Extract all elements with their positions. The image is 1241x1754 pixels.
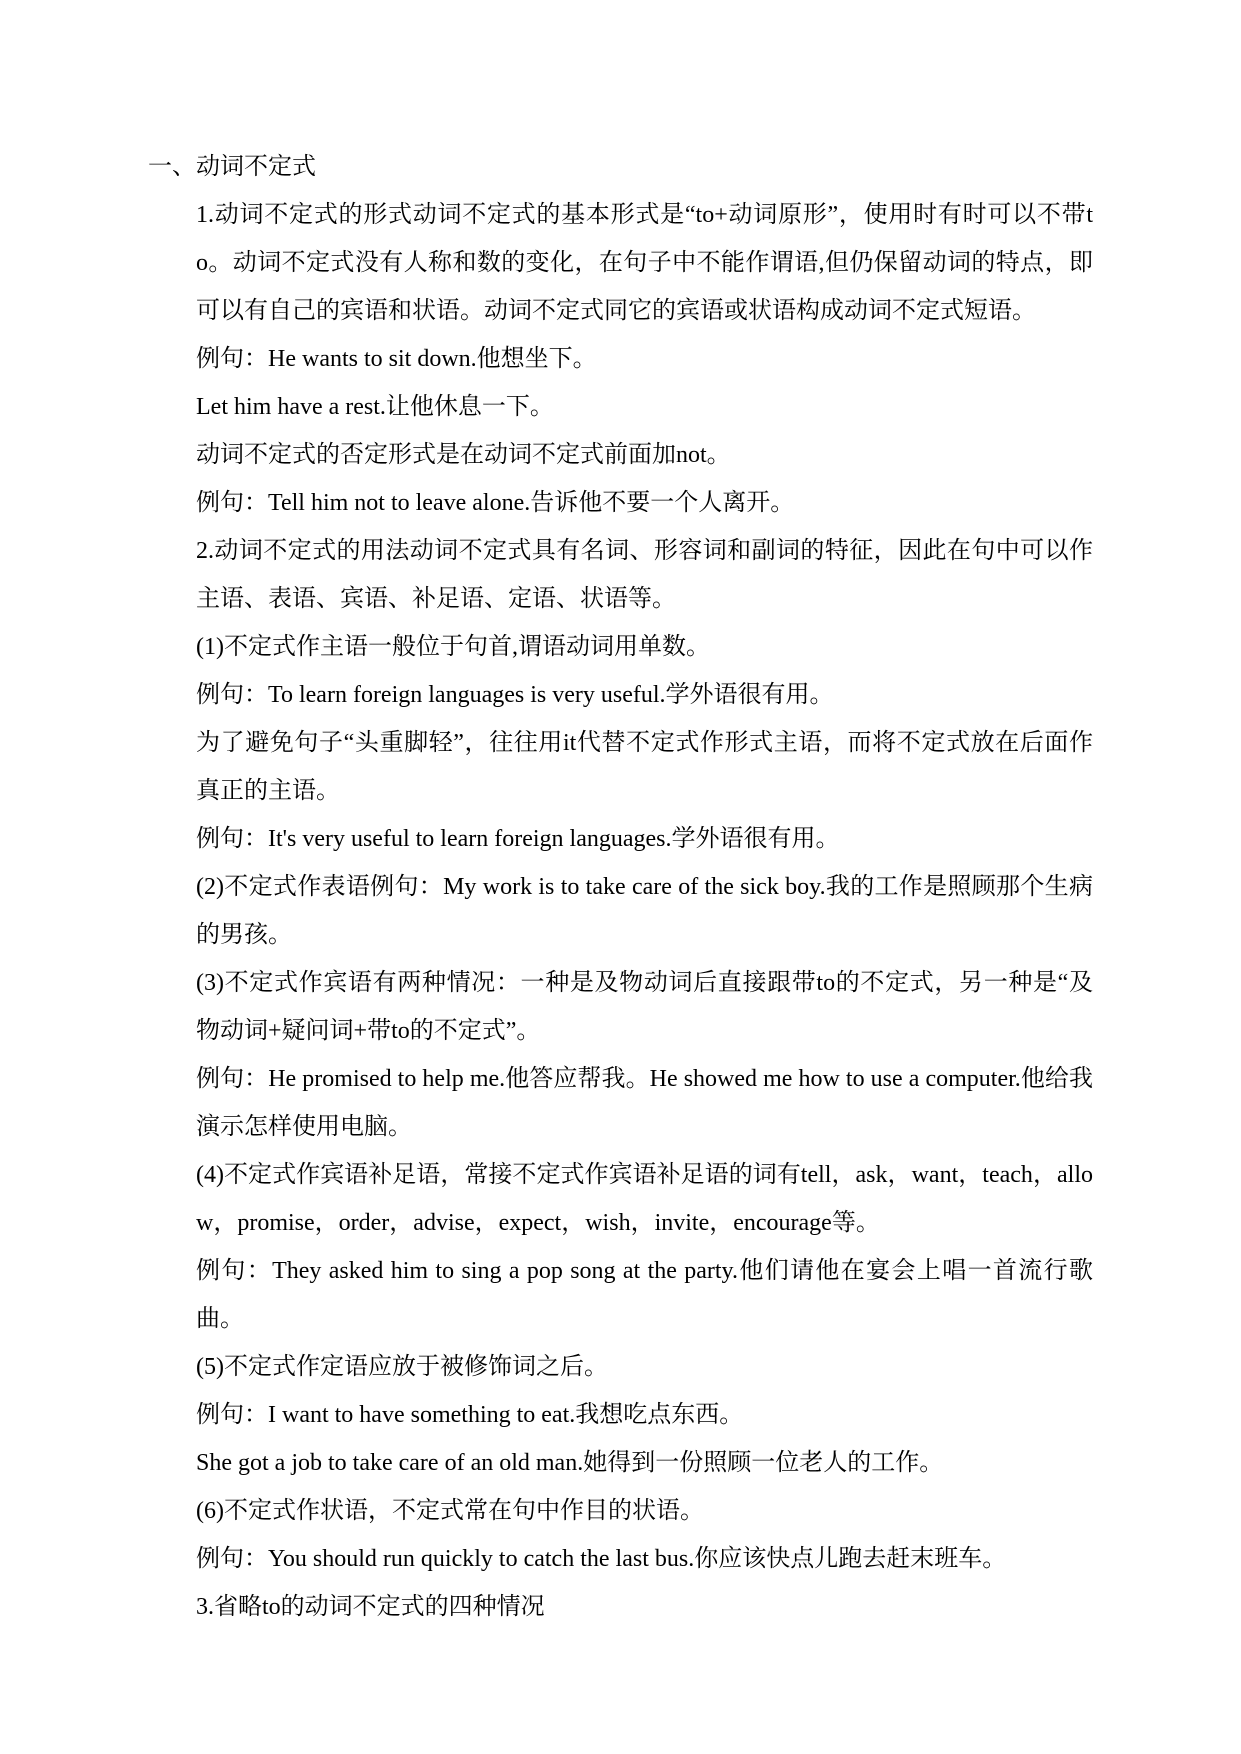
subsection-heading: 3.省略to的动词不定式的四种情况 xyxy=(196,1594,545,1620)
example-sentence: 例句：Tell him not to leave alone.告诉他不要一个人离开。 xyxy=(196,490,795,516)
paragraph-infinitive-form: 1.动词不定式的形式动词不定式的基本形式是“to+动词原形”，使用时有时可以不带to。动词不定式没有人称和数的变化，在句子中不能作谓语,但仍保留动词的特点，即可以有自己的宾语和状语。动词不定式同它的宾语或状语构成动词不定式短语。 xyxy=(196,202,1093,324)
paragraph-infinitive-usage: 2.动词不定式的用法动词不定式具有名词、形容词和副词的特征，因此在句中可以作主语、表语、宾语、补足语、定语、状语等。 xyxy=(196,538,1093,612)
example-sentence: 例句：He promised to help me.他答应帮我。He showed me how to use a computer.他给我演示怎样使用电脑。 xyxy=(196,1066,1093,1140)
document-body xyxy=(148,143,1093,1631)
example-sentence: 例句：I want to have something to eat.我想吃点东西。 xyxy=(196,1402,744,1428)
usage-object: (3)不定式作宾语有两种情况：一种是及物动词后直接跟带to的不定式，另一种是“及物动词+疑问词+带to的不定式”。 xyxy=(196,970,1093,1044)
example-sentence: She got a job to take care of an old man.她得到一份照顾一位老人的工作。 xyxy=(196,1450,944,1476)
example-sentence: 例句：You should run quickly to catch the last bus.你应该快点儿跑去赶末班车。 xyxy=(196,1546,1007,1572)
example-sentence: 例句：To learn foreign languages is very useful.学外语很有用。 xyxy=(196,682,834,708)
example-sentence: 例句：They asked him to sing a pop song at the party.他们请他在宴会上唱一首流行歌曲。 xyxy=(196,1258,1093,1332)
section-title: 一、动词不定式 xyxy=(148,154,316,180)
example-sentence: 例句：He wants to sit down.他想坐下。 xyxy=(196,346,597,372)
paragraph-negative-form: 动词不定式的否定形式是在动词不定式前面加not。 xyxy=(196,442,731,468)
usage-subject: (1)不定式作主语一般位于句首,谓语动词用单数。 xyxy=(196,634,710,660)
usage-object-complement: (4)不定式作宾语补足语，常接不定式作宾语补足语的词有tell，ask，want，teach，allow，promise，order，advise，expect，wish，invite，encourage等。 xyxy=(196,1162,1093,1236)
usage-predicative: (2)不定式作表语例句：My work is to take care of the sick boy.我的工作是照顾那个生病的男孩。 xyxy=(196,874,1093,948)
example-sentence: 例句：It's very useful to learn foreign languages.学外语很有用。 xyxy=(196,826,840,852)
paragraph-formal-subject: 为了避免句子“头重脚轻”，往往用it代替不定式作形式主语，而将不定式放在后面作真正的主语。 xyxy=(196,730,1093,804)
usage-adverbial: (6)不定式作状语，不定式常在句中作目的状语。 xyxy=(196,1498,704,1524)
example-sentence: Let him have a rest.让他休息一下。 xyxy=(196,394,554,420)
usage-attribute: (5)不定式作定语应放于被修饰词之后。 xyxy=(196,1354,608,1380)
